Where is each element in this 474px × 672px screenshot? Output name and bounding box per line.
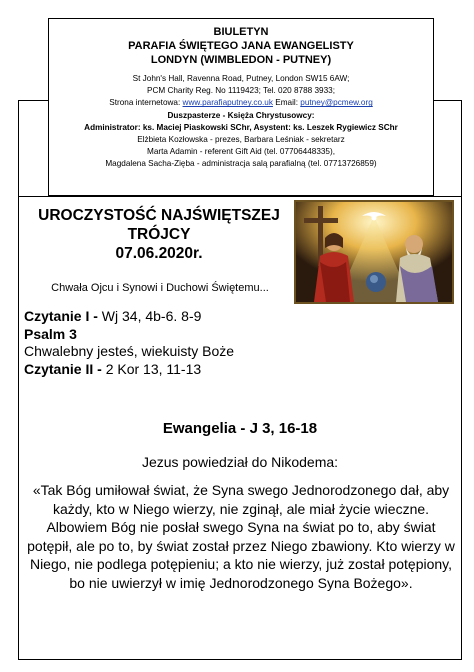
- first-reading-label: Czytanie I -: [24, 308, 102, 324]
- parish-name: PARAFIA ŚWIĘTEGO JANA EWANGELISTY: [128, 40, 354, 52]
- gospel-text: «Tak Bóg umiłował świat, że Syna swego Jednorodzonego dał, aby każdy, kto w Niego wierzy, nie zginął, ale miał życie wieczne. Albowiem Bóg nie posłał swego Syna na świat po to, aby świat potępił, ale po to, by świat został przez Niego zbawiony. Kto wierzy w Niego, nie podlega potępieniu; a kto nie wierzy, już został potępiony, bo nie uwierzył w imię Jednorodzonego Syna Bożego».: [27, 482, 455, 591]
- first-reading-reference: Wj 34, 4b-6. 8-9: [101, 308, 202, 324]
- readings-list: [24, 308, 444, 378]
- parish-location: LONDYN (WIMBLEDON - PUTNEY): [150, 54, 332, 66]
- email-link[interactable]: putney@pcmew.org: [300, 98, 373, 108]
- staff-line-2: Marta Adamin - referent Gift Aid (tel. 07706448335),: [147, 147, 335, 157]
- address-line: St John's Hall, Ravenna Road, Putney, London SW15 6AW;: [132, 74, 350, 83]
- gospel-intro: Jezus powiedział do Nikodema:: [141, 454, 339, 470]
- staff-line-1: Elżbieta Kozłowska - prezes, Barbara Leśniak - sekretarz: [137, 135, 345, 145]
- bulletin-header: [48, 18, 434, 196]
- email-label: Email:: [272, 98, 301, 108]
- trinity-painting-icon: [296, 202, 452, 302]
- second-reading-label: Czytanie II -: [24, 360, 106, 377]
- website-link[interactable]: www.parafiaputney.co.uk: [182, 98, 273, 108]
- psalm-label: Psalm 3: [24, 325, 77, 342]
- charity-line: PCM Charity Reg. No 1119423; Tel. 020 8788 3933;: [147, 86, 335, 96]
- feast-title-line-1: UROCZYSTOŚĆ NAJŚWIĘTSZEJ: [38, 207, 280, 224]
- feast-title: [28, 206, 290, 263]
- pastors-heading: Duszpasterze - Księża Chrystusowcy:: [167, 110, 315, 120]
- feast-title-line-2: TRÓJCY: [127, 226, 191, 243]
- staff-line-3: Magdalena Sacha-Zięba - administracja salą parafialną (tel. 07713726859): [105, 159, 377, 169]
- doxology: Chwała Ojcu i Synowi i Duchowi Świętemu...: [51, 282, 269, 294]
- contact-line: [49, 97, 433, 109]
- website-label: Strona internetowa:: [109, 98, 183, 108]
- second-reading-reference: 2 Kor 13, 11-13: [105, 360, 202, 377]
- holy-trinity-image: [294, 200, 454, 304]
- psalm-text: Chwalebny jesteś, wiekuisty Boże: [24, 343, 235, 359]
- second-reading: [24, 361, 444, 379]
- first-reading: [24, 308, 444, 326]
- header-title: BIULETYN: [213, 26, 269, 38]
- gospel-title: Ewangelia - J 3, 16-18: [162, 420, 318, 437]
- administrator-line: Administrator: ks. Maciej Piaskowski SChr, Asystent: ks. Leszek Rygiewicz SChr: [84, 122, 398, 132]
- feast-date: 07.06.2020r.: [115, 245, 203, 262]
